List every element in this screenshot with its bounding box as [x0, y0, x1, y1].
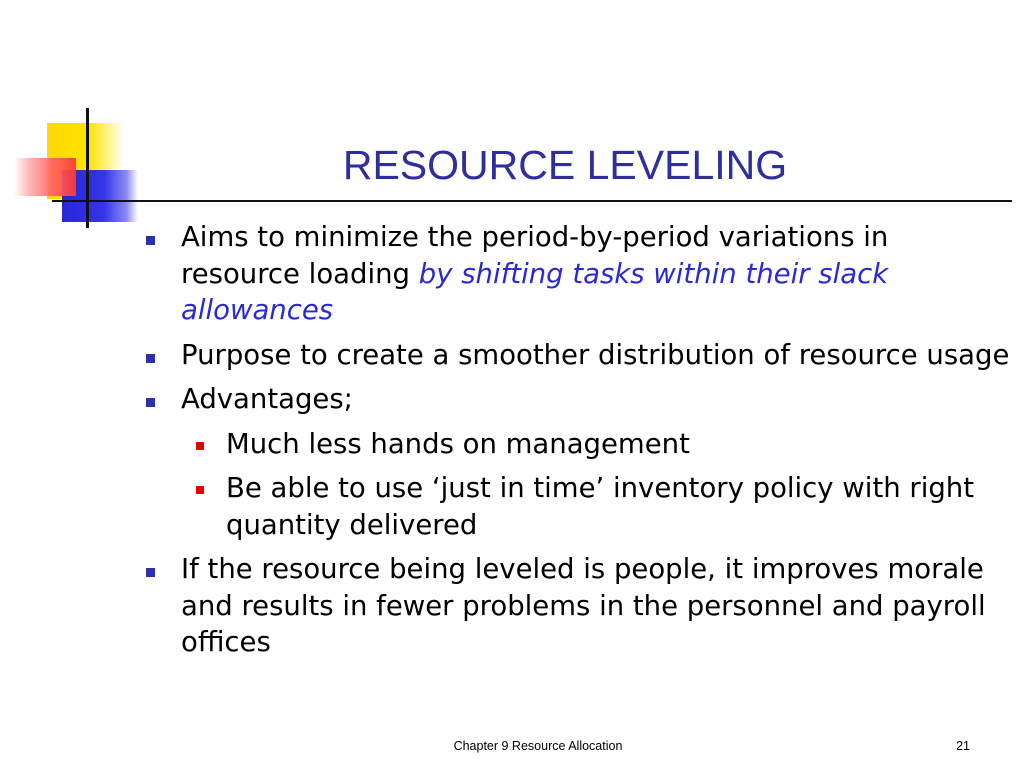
- bullet-item: [140, 219, 1010, 329]
- decorative-logo: [0, 0, 150, 240]
- sub-bullet-item: [140, 470, 1010, 543]
- square-bullet-icon: [146, 354, 155, 363]
- sub-bullet-text: Be able to use ‘just in time’ inventory policy with right quantity delivered: [226, 472, 975, 541]
- slide-content: [140, 219, 1010, 669]
- page-number: 21: [956, 739, 970, 753]
- square-bullet-icon: [146, 398, 155, 407]
- title-underline: [52, 200, 1012, 202]
- footer-chapter: Chapter 9 Resource Allocation: [453, 739, 623, 753]
- bullet-emphasis: by shifting tasks within their slack allowances: [181, 257, 889, 326]
- bullet-text: Purpose to create a smoother distribution of resource usage: [181, 338, 1010, 371]
- bullet-item: [140, 551, 1010, 661]
- square-bullet-icon: [146, 236, 155, 245]
- sub-bullet-text: Much less hands on management: [226, 427, 690, 460]
- slide-title: RESOURCE LEVELING: [342, 142, 788, 188]
- bullet-text: If the resource being leveled is people, it improves morale and results in fewer problems in the personnel and payroll offices: [181, 553, 986, 658]
- sub-bullet-item: [140, 426, 1010, 463]
- red-square-bullet-icon: [196, 442, 204, 450]
- vertical-divider-line: [86, 108, 89, 228]
- bullet-text: Advantages;: [181, 383, 353, 415]
- bullet-item: [140, 381, 1010, 418]
- bullet-text: Aims to minimize the period-by-period variations in resource loading: [181, 221, 889, 290]
- red-square-bullet-icon: [196, 486, 204, 494]
- red-rectangle-shape: [14, 158, 76, 196]
- square-bullet-icon: [146, 568, 155, 577]
- bullet-item: [140, 337, 1010, 374]
